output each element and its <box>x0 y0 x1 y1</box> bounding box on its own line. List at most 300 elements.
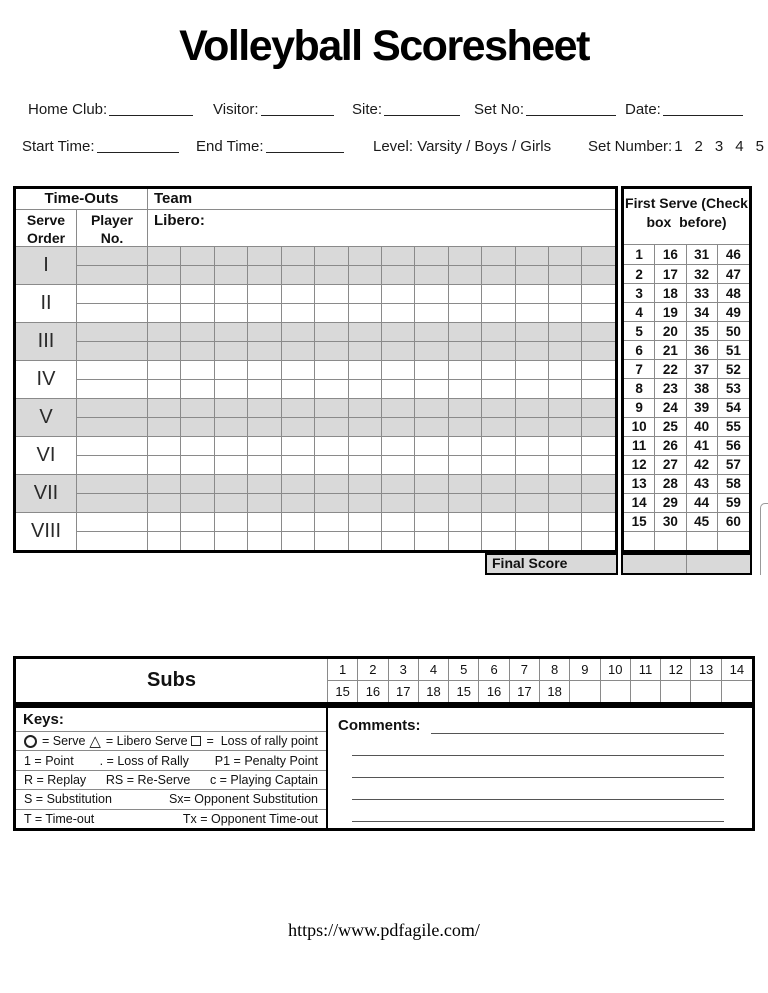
score-cell[interactable] <box>215 247 247 266</box>
score-cell[interactable] <box>582 304 614 322</box>
first-serve-number-cell[interactable]: 15 <box>624 512 655 531</box>
score-cell[interactable] <box>349 475 381 494</box>
score-cell[interactable] <box>215 285 247 304</box>
score-cell[interactable] <box>349 323 381 342</box>
score-cell[interactable] <box>215 361 247 380</box>
first-serve-number-cell[interactable]: 8 <box>624 378 655 397</box>
first-serve-number-cell[interactable]: 3 <box>624 283 655 302</box>
subs-cell[interactable]: 15 <box>449 681 479 703</box>
score-cell[interactable] <box>181 247 213 266</box>
score-cell[interactable] <box>482 437 514 456</box>
subs-cell[interactable]: 3 <box>389 659 419 681</box>
player-no-cell[interactable] <box>77 475 147 494</box>
score-cell[interactable] <box>349 456 381 474</box>
score-cell[interactable] <box>248 513 280 532</box>
score-cell[interactable] <box>482 513 514 532</box>
first-serve-number-cell[interactable]: 52 <box>718 359 749 378</box>
player-no-cell[interactable] <box>77 437 147 456</box>
first-serve-number-cell[interactable]: 44 <box>687 493 718 512</box>
score-cell[interactable] <box>248 304 280 322</box>
player-no-cell[interactable] <box>77 513 147 532</box>
first-serve-number-cell[interactable]: 50 <box>718 321 749 340</box>
score-cell[interactable] <box>449 285 481 304</box>
first-serve-number-cell[interactable]: 23 <box>655 378 686 397</box>
score-cell[interactable] <box>282 380 314 398</box>
score-cell[interactable] <box>582 494 614 512</box>
score-cell[interactable] <box>582 437 614 456</box>
subs-cell[interactable] <box>570 681 600 703</box>
score-cell[interactable] <box>516 380 548 398</box>
first-serve-number-cell[interactable]: 2 <box>624 264 655 283</box>
first-serve-number-cell[interactable]: 5 <box>624 321 655 340</box>
subs-cell[interactable]: 1 <box>328 659 358 681</box>
player-no-cell[interactable] <box>77 323 147 342</box>
score-cell[interactable] <box>415 342 447 360</box>
score-cell[interactable] <box>148 323 180 342</box>
first-serve-number-cell[interactable]: 28 <box>655 474 686 493</box>
score-cell[interactable] <box>516 418 548 436</box>
score-cell[interactable] <box>215 399 247 418</box>
score-cell[interactable] <box>482 285 514 304</box>
score-cell[interactable] <box>582 266 614 284</box>
score-cell[interactable] <box>482 399 514 418</box>
score-cell[interactable] <box>382 304 414 322</box>
first-serve-number-cell[interactable]: 57 <box>718 455 749 474</box>
first-serve-number-cell[interactable]: 24 <box>655 398 686 417</box>
set-number-option-2[interactable]: 2 <box>694 138 703 155</box>
score-cell[interactable] <box>181 361 213 380</box>
score-cell[interactable] <box>315 494 347 512</box>
first-serve-number-cell[interactable]: 29 <box>655 493 686 512</box>
score-cell[interactable] <box>516 285 548 304</box>
score-cell[interactable] <box>582 323 614 342</box>
score-cell[interactable] <box>382 456 414 474</box>
score-cell[interactable] <box>248 342 280 360</box>
score-cell[interactable] <box>248 285 280 304</box>
score-cell[interactable] <box>282 513 314 532</box>
score-cell[interactable] <box>181 513 213 532</box>
score-cell[interactable] <box>516 361 548 380</box>
score-cell[interactable] <box>248 399 280 418</box>
subs-cell[interactable] <box>661 681 691 703</box>
score-cell[interactable] <box>415 513 447 532</box>
first-serve-number-cell[interactable]: 58 <box>718 474 749 493</box>
score-cell[interactable] <box>215 475 247 494</box>
subs-cell[interactable]: 17 <box>389 681 419 703</box>
subs-cell[interactable]: 18 <box>540 681 570 703</box>
score-cell[interactable] <box>482 304 514 322</box>
score-cell[interactable] <box>449 266 481 284</box>
score-cell[interactable] <box>482 247 514 266</box>
score-cell[interactable] <box>282 494 314 512</box>
score-cell[interactable] <box>181 532 213 550</box>
score-cell[interactable] <box>449 437 481 456</box>
score-cell[interactable] <box>215 494 247 512</box>
score-cell[interactable] <box>482 532 514 550</box>
score-cell[interactable] <box>482 475 514 494</box>
score-cell[interactable] <box>582 247 614 266</box>
score-cell[interactable] <box>482 380 514 398</box>
score-cell[interactable] <box>516 532 548 550</box>
score-cell[interactable] <box>282 361 314 380</box>
score-cell[interactable] <box>449 323 481 342</box>
first-serve-number-cell[interactable]: 31 <box>687 245 718 264</box>
score-cell[interactable] <box>282 532 314 550</box>
score-cell[interactable] <box>382 342 414 360</box>
score-cell[interactable] <box>516 399 548 418</box>
score-cell[interactable] <box>315 475 347 494</box>
final-score-cell-visitor[interactable] <box>687 555 750 573</box>
score-cell[interactable] <box>181 399 213 418</box>
score-cell[interactable] <box>315 437 347 456</box>
score-cell[interactable] <box>415 380 447 398</box>
score-cell[interactable] <box>181 380 213 398</box>
player-no-cell[interactable] <box>77 247 147 266</box>
score-cell[interactable] <box>382 418 414 436</box>
first-serve-number-cell[interactable]: 41 <box>687 436 718 455</box>
first-serve-number-cell[interactable]: 43 <box>687 474 718 493</box>
score-cell[interactable] <box>349 399 381 418</box>
score-cell[interactable] <box>315 399 347 418</box>
score-cell[interactable] <box>315 361 347 380</box>
score-cell[interactable] <box>215 418 247 436</box>
first-serve-number-cell[interactable]: 30 <box>655 512 686 531</box>
first-serve-number-cell[interactable]: 21 <box>655 340 686 359</box>
score-cell[interactable] <box>582 361 614 380</box>
score-cell[interactable] <box>449 399 481 418</box>
comment-line[interactable] <box>352 778 724 800</box>
comment-line[interactable] <box>352 734 724 756</box>
score-cell[interactable] <box>549 266 581 284</box>
first-serve-number-cell[interactable]: 7 <box>624 359 655 378</box>
first-serve-number-cell[interactable]: 1 <box>624 245 655 264</box>
score-cell[interactable] <box>215 456 247 474</box>
score-cell[interactable] <box>415 475 447 494</box>
field-start-time-blank[interactable] <box>97 140 179 153</box>
score-cell[interactable] <box>516 266 548 284</box>
score-cell[interactable] <box>215 304 247 322</box>
score-cell[interactable] <box>516 437 548 456</box>
score-cell[interactable] <box>382 532 414 550</box>
first-serve-number-cell[interactable]: 20 <box>655 321 686 340</box>
score-cell[interactable] <box>181 266 213 284</box>
subs-cell[interactable]: 6 <box>479 659 509 681</box>
score-cell[interactable] <box>449 532 481 550</box>
score-cell[interactable] <box>582 456 614 474</box>
score-cell[interactable] <box>449 494 481 512</box>
subs-cell[interactable]: 16 <box>479 681 509 703</box>
score-cell[interactable] <box>282 342 314 360</box>
score-cell[interactable] <box>148 456 180 474</box>
score-cell[interactable] <box>248 247 280 266</box>
score-cell[interactable] <box>449 456 481 474</box>
score-cell[interactable] <box>549 399 581 418</box>
player-no-cell[interactable] <box>77 304 147 322</box>
score-cell[interactable] <box>181 285 213 304</box>
score-cell[interactable] <box>181 494 213 512</box>
score-cell[interactable] <box>449 247 481 266</box>
first-serve-empty-cell[interactable] <box>687 531 718 550</box>
score-cell[interactable] <box>181 437 213 456</box>
score-cell[interactable] <box>349 494 381 512</box>
score-cell[interactable] <box>415 418 447 436</box>
score-cell[interactable] <box>549 418 581 436</box>
score-cell[interactable] <box>449 361 481 380</box>
score-cell[interactable] <box>148 304 180 322</box>
score-cell[interactable] <box>549 513 581 532</box>
score-cell[interactable] <box>315 304 347 322</box>
score-cell[interactable] <box>382 475 414 494</box>
field-end-time-blank[interactable] <box>266 140 344 153</box>
score-cell[interactable] <box>382 285 414 304</box>
first-serve-number-cell[interactable]: 19 <box>655 302 686 321</box>
first-serve-number-cell[interactable]: 60 <box>718 512 749 531</box>
score-cell[interactable] <box>549 380 581 398</box>
score-cell[interactable] <box>349 342 381 360</box>
score-cell[interactable] <box>315 418 347 436</box>
score-cell[interactable] <box>582 418 614 436</box>
field-site-blank[interactable] <box>384 103 460 116</box>
first-serve-number-cell[interactable]: 9 <box>624 398 655 417</box>
score-cell[interactable] <box>516 342 548 360</box>
score-cell[interactable] <box>482 323 514 342</box>
first-serve-number-cell[interactable]: 55 <box>718 417 749 436</box>
score-cell[interactable] <box>215 266 247 284</box>
first-serve-number-cell[interactable]: 59 <box>718 493 749 512</box>
score-cell[interactable] <box>148 532 180 550</box>
score-cell[interactable] <box>415 361 447 380</box>
score-cell[interactable] <box>215 532 247 550</box>
comment-line[interactable] <box>352 756 724 778</box>
first-serve-number-cell[interactable]: 14 <box>624 493 655 512</box>
score-cell[interactable] <box>181 475 213 494</box>
first-serve-number-cell[interactable]: 35 <box>687 321 718 340</box>
score-cell[interactable] <box>248 494 280 512</box>
score-cell[interactable] <box>282 304 314 322</box>
team-cell[interactable] <box>148 189 615 209</box>
first-serve-number-cell[interactable]: 37 <box>687 359 718 378</box>
first-serve-empty-cell[interactable] <box>718 531 749 550</box>
score-cell[interactable] <box>382 323 414 342</box>
player-no-cell[interactable] <box>77 399 147 418</box>
first-serve-number-cell[interactable]: 13 <box>624 474 655 493</box>
score-cell[interactable] <box>315 456 347 474</box>
score-cell[interactable] <box>382 247 414 266</box>
subs-cell[interactable]: 14 <box>722 659 752 681</box>
score-cell[interactable] <box>549 304 581 322</box>
set-number-option-3[interactable]: 3 <box>714 138 724 155</box>
first-serve-number-cell[interactable]: 33 <box>687 283 718 302</box>
comment-line[interactable] <box>431 720 724 734</box>
score-cell[interactable] <box>415 532 447 550</box>
score-cell[interactable] <box>482 342 514 360</box>
first-serve-number-cell[interactable]: 49 <box>718 302 749 321</box>
score-cell[interactable] <box>449 475 481 494</box>
score-cell[interactable] <box>449 304 481 322</box>
score-cell[interactable] <box>582 285 614 304</box>
subs-cell[interactable]: 7 <box>510 659 540 681</box>
score-cell[interactable] <box>349 304 381 322</box>
score-cell[interactable] <box>248 437 280 456</box>
player-no-cell[interactable] <box>77 456 147 474</box>
score-cell[interactable] <box>349 437 381 456</box>
set-number-option-1[interactable]: 1 <box>674 138 683 155</box>
subs-cell[interactable]: 4 <box>419 659 449 681</box>
score-cell[interactable] <box>582 513 614 532</box>
score-cell[interactable] <box>248 475 280 494</box>
set-number-option-4[interactable]: 4 <box>735 138 744 155</box>
score-cell[interactable] <box>482 266 514 284</box>
score-cell[interactable] <box>415 323 447 342</box>
score-cell[interactable] <box>415 437 447 456</box>
score-cell[interactable] <box>148 361 180 380</box>
first-serve-number-cell[interactable]: 46 <box>725 247 741 263</box>
score-cell[interactable] <box>181 456 213 474</box>
subs-cell[interactable]: 11 <box>631 659 661 681</box>
score-cell[interactable] <box>315 513 347 532</box>
first-serve-number-cell[interactable]: 6 <box>624 340 655 359</box>
score-cell[interactable] <box>415 285 447 304</box>
score-cell[interactable] <box>349 285 381 304</box>
score-cell[interactable] <box>382 399 414 418</box>
player-no-cell[interactable] <box>77 380 147 398</box>
score-cell[interactable] <box>582 342 614 360</box>
score-cell[interactable] <box>382 266 414 284</box>
score-cell[interactable] <box>282 399 314 418</box>
field-set-no-blank[interactable] <box>526 103 616 116</box>
score-cell[interactable] <box>549 247 581 266</box>
subs-cell[interactable]: 16 <box>358 681 388 703</box>
score-cell[interactable] <box>382 361 414 380</box>
final-score-cell-home[interactable] <box>623 555 687 573</box>
score-cell[interactable] <box>549 475 581 494</box>
score-cell[interactable] <box>148 399 180 418</box>
score-cell[interactable] <box>349 266 381 284</box>
score-cell[interactable] <box>482 494 514 512</box>
first-serve-number-cell[interactable]: 53 <box>718 378 749 397</box>
score-cell[interactable] <box>582 380 614 398</box>
subs-cell[interactable]: 17 <box>510 681 540 703</box>
first-serve-number-cell[interactable]: 11 <box>624 436 655 455</box>
score-cell[interactable] <box>549 456 581 474</box>
score-cell[interactable] <box>148 418 180 436</box>
player-no-cell[interactable] <box>77 285 147 304</box>
score-cell[interactable] <box>415 494 447 512</box>
score-cell[interactable] <box>215 513 247 532</box>
score-cell[interactable] <box>315 247 347 266</box>
subs-cell[interactable]: 10 <box>601 659 631 681</box>
score-cell[interactable] <box>382 437 414 456</box>
set-number-option-5[interactable]: 5 <box>755 138 764 155</box>
first-serve-number-cell[interactable]: 22 <box>655 359 686 378</box>
score-cell[interactable] <box>415 399 447 418</box>
score-cell[interactable] <box>482 418 514 436</box>
first-serve-number-cell[interactable]: 48 <box>718 283 749 302</box>
first-serve-number-cell[interactable]: 27 <box>655 455 686 474</box>
score-cell[interactable] <box>449 380 481 398</box>
first-serve-number-cell[interactable]: 26 <box>655 436 686 455</box>
comment-line[interactable] <box>352 800 724 822</box>
first-serve-number-cell[interactable]: 39 <box>687 398 718 417</box>
score-cell[interactable] <box>516 247 548 266</box>
score-cell[interactable] <box>148 380 180 398</box>
score-cell[interactable] <box>549 342 581 360</box>
first-serve-number-cell[interactable]: 36 <box>687 340 718 359</box>
first-serve-number-cell[interactable]: 12 <box>624 455 655 474</box>
score-cell[interactable] <box>449 513 481 532</box>
score-cell[interactable] <box>315 532 347 550</box>
first-serve-number-cell[interactable]: 32 <box>687 264 718 283</box>
field-visitor-blank[interactable] <box>261 103 334 116</box>
first-serve-number-cell[interactable]: 4 <box>624 302 655 321</box>
score-cell[interactable] <box>315 380 347 398</box>
field-home-club-blank[interactable] <box>109 103 193 116</box>
score-cell[interactable] <box>282 285 314 304</box>
score-cell[interactable] <box>482 361 514 380</box>
player-no-cell[interactable] <box>77 361 147 380</box>
score-cell[interactable] <box>516 304 548 322</box>
score-cell[interactable] <box>415 266 447 284</box>
field-date-blank[interactable] <box>663 103 743 116</box>
score-cell[interactable] <box>349 532 381 550</box>
footer-link[interactable]: https://www.pdfagile.com/ <box>288 920 480 940</box>
score-cell[interactable] <box>516 456 548 474</box>
score-cell[interactable] <box>148 494 180 512</box>
score-cell[interactable] <box>382 494 414 512</box>
score-cell[interactable] <box>315 285 347 304</box>
score-cell[interactable] <box>148 266 180 284</box>
first-serve-number-cell[interactable]: 16 <box>655 245 686 264</box>
score-cell[interactable] <box>315 342 347 360</box>
first-serve-number-cell[interactable]: 42 <box>687 455 718 474</box>
score-cell[interactable] <box>549 323 581 342</box>
score-cell[interactable] <box>181 342 213 360</box>
score-cell[interactable] <box>516 323 548 342</box>
subs-cell[interactable]: 5 <box>449 659 479 681</box>
score-cell[interactable] <box>516 494 548 512</box>
score-cell[interactable] <box>181 304 213 322</box>
score-cell[interactable] <box>516 513 548 532</box>
score-cell[interactable] <box>148 285 180 304</box>
score-cell[interactable] <box>582 475 614 494</box>
score-cell[interactable] <box>415 247 447 266</box>
first-serve-empty-cell[interactable] <box>655 531 686 550</box>
score-cell[interactable] <box>282 266 314 284</box>
score-cell[interactable] <box>315 323 347 342</box>
score-cell[interactable] <box>549 532 581 550</box>
score-cell[interactable] <box>482 456 514 474</box>
score-cell[interactable] <box>349 513 381 532</box>
score-cell[interactable] <box>248 418 280 436</box>
subs-cell[interactable]: 13 <box>691 659 721 681</box>
first-serve-number-cell[interactable]: 10 <box>624 417 655 436</box>
player-no-cell[interactable] <box>77 266 147 284</box>
score-cell[interactable] <box>282 323 314 342</box>
score-cell[interactable] <box>282 437 314 456</box>
subs-cell[interactable] <box>631 681 661 703</box>
first-serve-number-cell[interactable]: 54 <box>718 398 749 417</box>
score-cell[interactable] <box>349 418 381 436</box>
score-cell[interactable] <box>248 456 280 474</box>
first-serve-number-cell[interactable]: 38 <box>687 378 718 397</box>
score-cell[interactable] <box>415 304 447 322</box>
first-serve-number-cell[interactable]: 18 <box>655 283 686 302</box>
subs-cell[interactable]: 2 <box>358 659 388 681</box>
libero-cell[interactable] <box>148 210 615 246</box>
player-no-cell[interactable] <box>77 532 147 550</box>
score-cell[interactable] <box>582 532 614 550</box>
score-cell[interactable] <box>349 380 381 398</box>
